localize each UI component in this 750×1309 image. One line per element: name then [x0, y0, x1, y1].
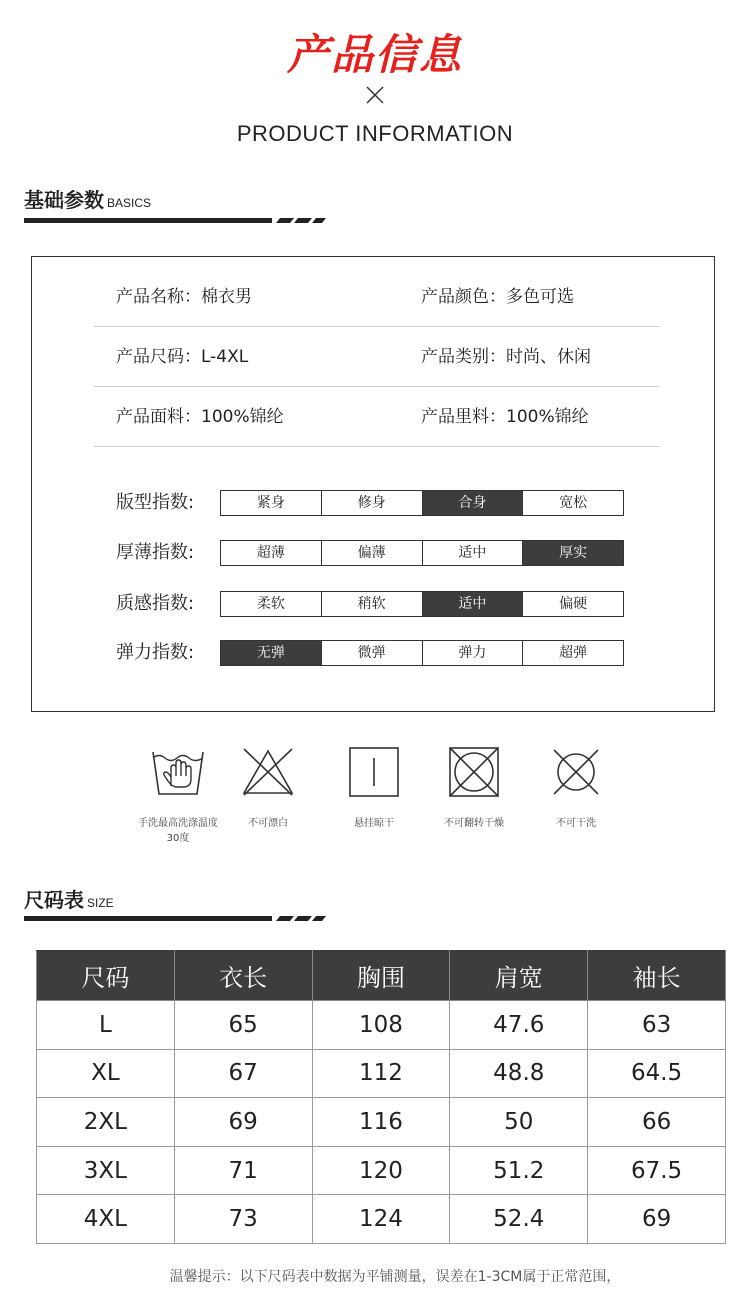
close-x-icon — [366, 86, 384, 104]
index-option: 弹力 — [423, 641, 524, 665]
table-cell: 67 — [174, 1049, 312, 1098]
table-cell: 71 — [174, 1146, 312, 1195]
product-name: 产品名称：棉衣男 — [116, 287, 252, 307]
table-cell: 73 — [174, 1195, 312, 1244]
size-title-en: SIZE — [87, 896, 114, 910]
table-cell: 47.6 — [450, 1001, 588, 1050]
product-color: 产品颜色：多色可选 — [421, 287, 574, 307]
page-subtitle: PRODUCT INFORMATION — [236, 121, 514, 146]
product-fabric: 产品面料：100%锦纶 — [116, 407, 284, 427]
hand-wash-icon — [150, 746, 206, 798]
no-dry-clean-icon — [548, 746, 604, 798]
care-no-bleach — [228, 746, 308, 831]
table-row — [37, 1001, 726, 1050]
care-label: 不可干洗 — [556, 818, 596, 829]
index-option: 偏硬 — [559, 596, 588, 612]
column-header: 衣长 — [174, 951, 312, 1001]
index-option: 适中 — [423, 541, 524, 565]
column-header: 袖长 — [588, 951, 726, 1001]
care-no-dry-clean — [536, 746, 616, 831]
texture-index-options — [220, 591, 624, 617]
index-option: 宽松 — [559, 495, 588, 511]
table-cell: 3XL — [37, 1146, 175, 1195]
index-option: 稍软 — [322, 592, 423, 616]
column-header: 胸围 — [312, 951, 450, 1001]
column-header: 尺码 — [37, 951, 175, 1001]
index-option: 修身 — [322, 491, 423, 515]
size-title: 尺码表 — [24, 888, 84, 912]
table-cell: 52.4 — [450, 1195, 588, 1244]
thickness-index-options — [220, 540, 624, 566]
info-row — [94, 387, 660, 447]
elasticity-index-options — [220, 640, 624, 666]
table-cell: 112 — [312, 1049, 450, 1098]
care-hand-wash — [138, 746, 218, 846]
info-row — [94, 327, 660, 387]
table-row — [37, 1098, 726, 1147]
index-option: 紧身 — [221, 491, 322, 515]
size-table — [36, 950, 726, 1244]
index-option: 偏薄 — [322, 541, 423, 565]
table-cell: L — [37, 1001, 175, 1050]
index-option: 柔软 — [221, 592, 322, 616]
table-header-row — [37, 951, 726, 1001]
basics-header — [24, 184, 151, 213]
table-cell: 116 — [312, 1098, 450, 1147]
fit-index-label: 版型指数: — [116, 492, 195, 513]
index-option: 无弹 — [221, 641, 322, 665]
index-option: 超薄 — [221, 541, 322, 565]
hang-dry-icon — [346, 746, 402, 798]
fit-index-options — [220, 490, 624, 516]
care-label: 手洗最高洗涤温度30度 — [138, 818, 218, 844]
table-cell: 124 — [312, 1195, 450, 1244]
column-header: 肩宽 — [450, 951, 588, 1001]
index-option: 厚实 — [523, 541, 623, 565]
basics-title: 基础参数 — [24, 188, 104, 212]
table-cell: 2XL — [37, 1098, 175, 1147]
size-divider — [24, 916, 326, 921]
care-label: 不可漂白 — [248, 818, 288, 829]
table-cell: 108 — [312, 1001, 450, 1050]
basics-panel — [31, 256, 715, 712]
texture-index-label: 质感指数: — [116, 593, 195, 614]
index-option: 超弹 — [559, 645, 588, 661]
basics-divider — [24, 218, 326, 223]
care-label: 悬挂晾干 — [354, 818, 394, 829]
no-bleach-icon — [240, 746, 296, 798]
table-cell: 66 — [588, 1098, 726, 1147]
basics-title-en: BASICS — [107, 196, 152, 210]
care-no-tumble-dry — [434, 746, 514, 831]
table-cell: 63 — [588, 1001, 726, 1050]
table-cell: 51.2 — [450, 1146, 588, 1195]
no-tumble-dry-icon — [446, 746, 502, 798]
size-header — [24, 884, 114, 913]
index-option: 合身 — [423, 491, 524, 515]
index-option: 微弹 — [322, 641, 423, 665]
index-option: 适中 — [423, 592, 524, 616]
table-cell: 65 — [174, 1001, 312, 1050]
table-row — [37, 1195, 726, 1244]
table-row — [37, 1146, 726, 1195]
size-note: 温馨提示：以下尺码表中数据为平铺测量，误差在1-3CM属于正常范围， — [169, 1269, 621, 1285]
product-category: 产品类别：时尚、休闲 — [421, 347, 591, 367]
elasticity-index-label: 弹力指数: — [116, 642, 195, 663]
table-cell: 4XL — [37, 1195, 175, 1244]
table-cell: 67.5 — [588, 1146, 726, 1195]
care-label: 不可翻转干燥 — [444, 818, 504, 829]
product-lining: 产品里料：100%锦纶 — [421, 407, 589, 427]
table-cell: 48.8 — [450, 1049, 588, 1098]
table-cell: 69 — [588, 1195, 726, 1244]
product-size: 产品尺码：L-4XL — [116, 347, 249, 367]
table-row — [37, 1049, 726, 1098]
page-title: 产品信息 — [286, 30, 463, 79]
table-cell: XL — [37, 1049, 175, 1098]
care-hang-dry — [334, 746, 414, 831]
info-row — [94, 267, 660, 327]
table-cell: 64.5 — [588, 1049, 726, 1098]
table-cell: 69 — [174, 1098, 312, 1147]
table-cell: 120 — [312, 1146, 450, 1195]
thickness-index-label: 厚薄指数: — [116, 542, 195, 563]
table-cell: 50 — [450, 1098, 588, 1147]
